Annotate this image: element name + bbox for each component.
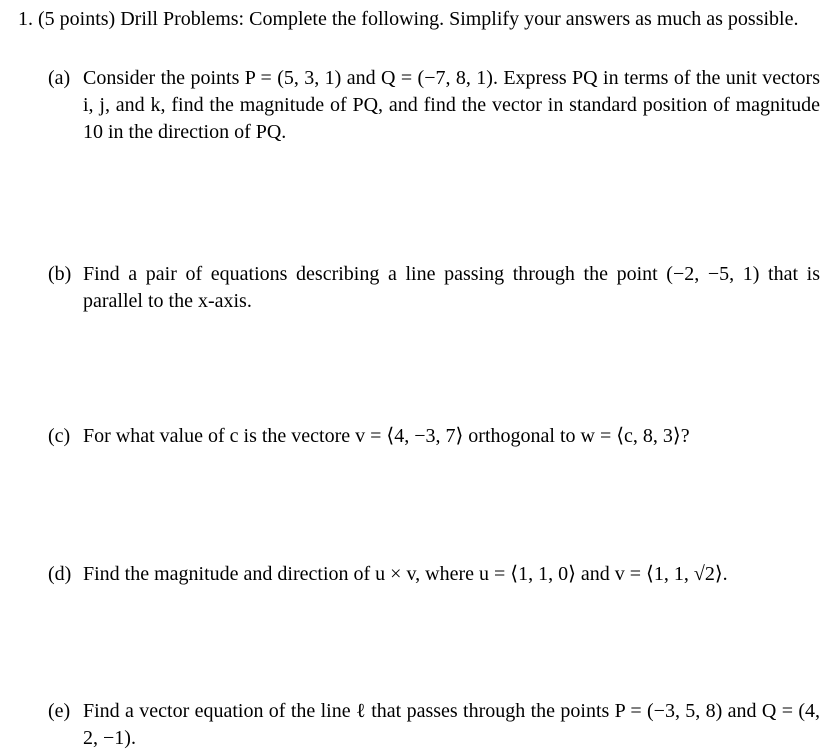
part-text: For what value of c is the vectore v = ⟨4, −3, 7⟩ orthogonal to w = ⟨c, 8, 3⟩? — [83, 425, 690, 447]
part-label: (b) — [48, 263, 72, 285]
part-text: Find a vector equation of the line ℓ that passes through the points P = (−3, 5, 8) and Q = (4, 2, −1). — [83, 700, 820, 749]
part-b — [48, 261, 820, 315]
part-a — [48, 65, 820, 146]
part-e — [48, 698, 820, 752]
part-label: (c) — [48, 425, 71, 447]
part-text: Consider the points P = (5, 3, 1) and Q = (−7, 8, 1). Express PQ in terms of the unit vectors i, j, and k, find the magnitude of PQ, and find the vector in standard position of magnitude 10 in the direction of PQ. — [83, 67, 820, 143]
part-c — [48, 423, 820, 450]
part-label: (a) — [48, 67, 71, 89]
part-label: (e) — [48, 700, 71, 722]
part-label: (d) — [48, 563, 72, 585]
part-d — [48, 561, 820, 588]
part-text: Find the magnitude and direction of u × v, where u = ⟨1, 1, 0⟩ and v = ⟨1, 1, √2⟩. — [83, 563, 728, 585]
problem-heading — [18, 6, 818, 33]
part-text: Find a pair of equations describing a line passing through the point (−2, −5, 1) that is parallel to the x-axis. — [83, 263, 820, 312]
problem-heading-text: (5 points) Drill Problems: Complete the following. Simplify your answers as much as possible. — [38, 8, 799, 30]
problem-number: 1. — [18, 8, 33, 30]
